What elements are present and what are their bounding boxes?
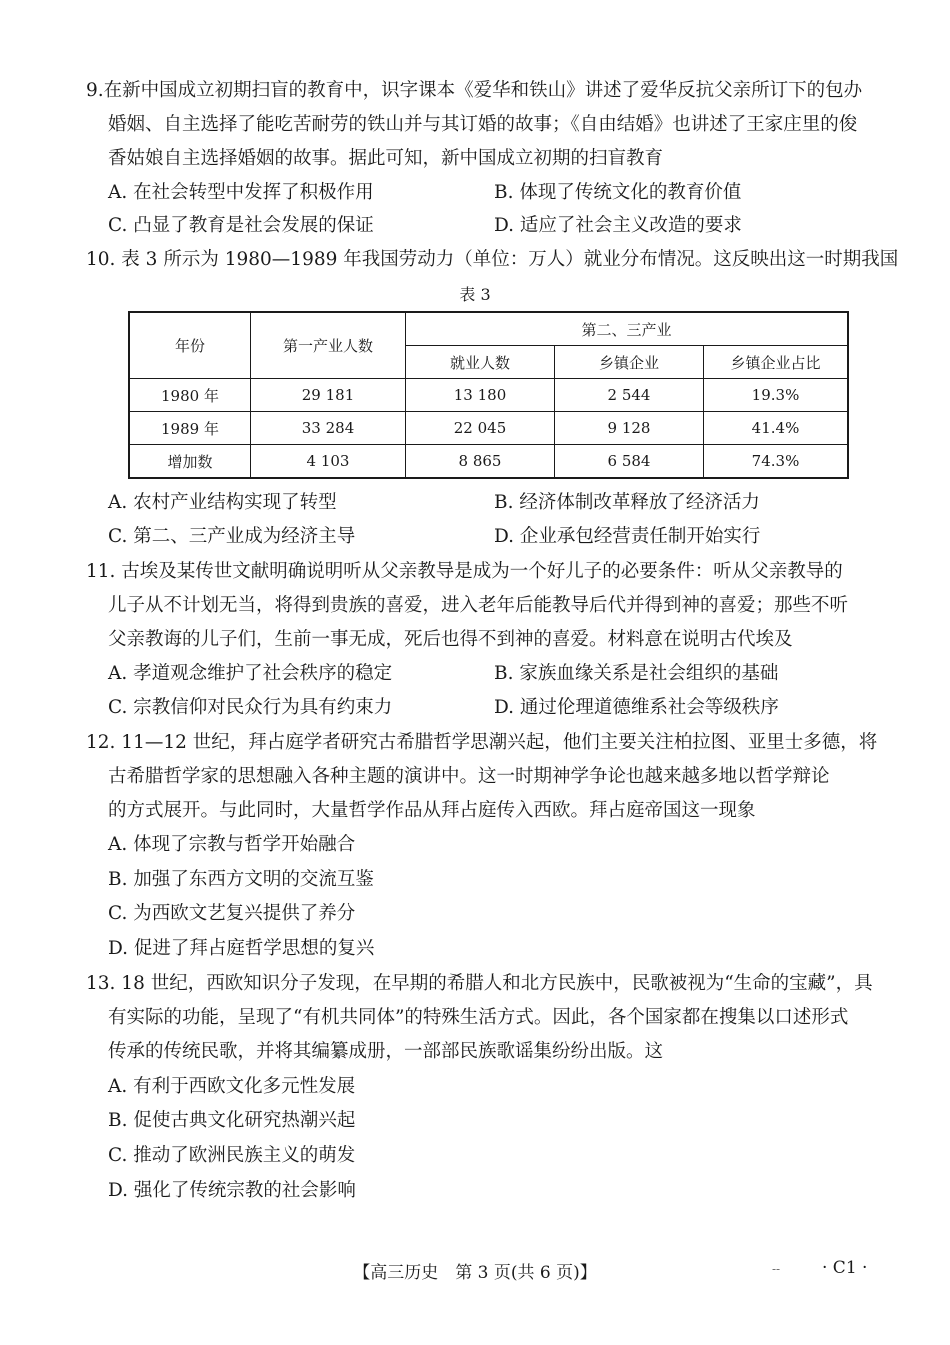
q10-stem: 10. 表 3 所示为 1980—1989 年我国劳动力（单位：万人）就业分布情况。这反映出这一时期我国 [86, 249, 899, 270]
q10-option-c: C. 第二、三产业成为经济主导 [108, 526, 356, 547]
q9-option-a: A. 在社会转型中发挥了积极作用 [108, 182, 374, 203]
table-row [129, 445, 848, 479]
page-footer: 【高三历史 第 3 页(共 6 页)】 [353, 1263, 597, 1283]
q11-option-b: B. 家族血缘关系是社会组织的基础 [494, 663, 779, 684]
table-cell-employment: 8 865 [406, 445, 555, 479]
q10-option-d: D. 企业承包经营责任制开始实行 [494, 526, 761, 547]
q13-stem-line-1: 13. 18 世纪，西欧知识分子发现，在早期的希腊人和北方民族中，民歌被视为“生命的宝藏”，具 [86, 973, 873, 994]
table-cell-primary: 29 181 [251, 379, 406, 412]
q12-stem-line-3: 的方式展开。与此同时，大量哲学作品从拜占庭传入西欧。拜占庭帝国这一现象 [108, 800, 756, 821]
q12-stem-line-1: 12. 11—12 世纪，拜占庭学者研究古希腊哲学思潮兴起，他们主要关注柏拉图、亚里士多德，将 [86, 732, 878, 753]
q12-option-d: D. 促进了拜占庭哲学思想的复兴 [108, 938, 375, 959]
q13-option-c: C. 推动了欧洲民族主义的萌发 [108, 1145, 356, 1166]
table-header-primary: 第一产业人数 [251, 312, 406, 379]
q13-stem-line-3: 传承的传统民歌，并将其编纂成册，一部部民族歌谣集纷纷出版。这 [108, 1041, 664, 1062]
footer-dash: -- [772, 1262, 781, 1276]
q12-stem-line-2: 古希腊哲学家的思想融入各种主题的演讲中。这一时期神学争论也越来越多地以哲学辩论 [108, 766, 830, 787]
footer-mark: · C1 · [822, 1258, 868, 1278]
q11-stem-line-2: 儿子从不计划无当，将得到贵族的喜爱，进入老年后能教导后代并得到神的喜爱；那些不听 [108, 595, 849, 616]
table-cell-township: 9 128 [555, 412, 704, 445]
q10-option-a: A. 农村产业结构实现了转型 [108, 492, 337, 513]
table-cell-ratio: 41.4% [704, 412, 849, 445]
table-cell-employment: 13 180 [406, 379, 555, 412]
table-cell-township: 2 544 [555, 379, 704, 412]
table-header-township: 乡镇企业 [555, 346, 704, 379]
q9-option-c: C. 凸显了教育是社会发展的保证 [108, 215, 374, 236]
q10-option-b: B. 经济体制改革释放了经济活力 [494, 492, 760, 513]
q12-option-b: B. 加强了东西方文明的交流互鉴 [108, 869, 374, 890]
table-cell-ratio: 19.3% [704, 379, 849, 412]
q9-option-d: D. 适应了社会主义改造的要求 [494, 215, 742, 236]
q13-option-d: D. 强化了传统宗教的社会影响 [108, 1180, 356, 1201]
employment-table [128, 311, 849, 479]
table-cell-township: 6 584 [555, 445, 704, 479]
q11-stem-line-1: 11. 古埃及某传世文献明确说明听从父亲教导是成为一个好儿子的必要条件：听从父亲教导的 [86, 561, 843, 582]
table-cell-year: 1980 年 [129, 379, 251, 412]
q13-option-b: B. 促使古典文化研究热潮兴起 [108, 1110, 356, 1131]
q13-stem-line-2: 有实际的功能，呈现了“有机共同体”的特殊生活方式。因此，各个国家都在搜集以口述形式 [108, 1007, 849, 1028]
table-cell-primary: 33 284 [251, 412, 406, 445]
q11-option-d: D. 通过伦理道德维系社会等级秩序 [494, 697, 779, 718]
q9-stem-line-3: 香姑娘自主选择婚姻的故事。据此可知，新中国成立初期的扫盲教育 [108, 148, 664, 169]
table-row [129, 379, 848, 412]
q11-stem-line-3: 父亲教诲的儿子们，生前一事无成，死后也得不到神的喜爱。材料意在说明古代埃及 [108, 629, 793, 650]
q12-option-c: C. 为西欧文艺复兴提供了养分 [108, 903, 356, 924]
q11-option-c: C. 宗教信仰对民众行为具有约束力 [108, 697, 393, 718]
table-cell-primary: 4 103 [251, 445, 406, 479]
table-header-year: 年份 [129, 312, 251, 379]
table-header-township-ratio: 乡镇企业占比 [704, 346, 849, 379]
q12-option-a: A. 体现了宗教与哲学开始融合 [108, 834, 356, 855]
table-row [129, 412, 848, 445]
table-cell-year: 1989 年 [129, 412, 251, 445]
q11-option-a: A. 孝道观念维护了社会秩序的稳定 [108, 663, 393, 684]
q9-stem-line-2: 婚姻、自主选择了能吃苦耐劳的铁山并与其订婚的故事；《自由结婚》也讲述了王家庄里的俊 [108, 114, 858, 135]
q9-stem-line-1: 9.在新中国成立初期扫盲的教育中，识字课本《爱华和铁山》讲述了爱华反抗父亲所订下的包办 [86, 80, 863, 101]
table-cell-ratio: 74.3% [704, 445, 849, 479]
table-header-secondary-tertiary: 第二、三产业 [406, 312, 849, 346]
table-cell-year: 增加数 [129, 445, 251, 479]
table-cell-employment: 22 045 [406, 412, 555, 445]
table-header-employment: 就业人数 [406, 346, 555, 379]
q13-option-a: A. 有利于西欧文化多元性发展 [108, 1076, 356, 1097]
table-caption: 表 3 [459, 285, 491, 304]
q9-option-b: B. 体现了传统文化的教育价值 [494, 182, 742, 203]
